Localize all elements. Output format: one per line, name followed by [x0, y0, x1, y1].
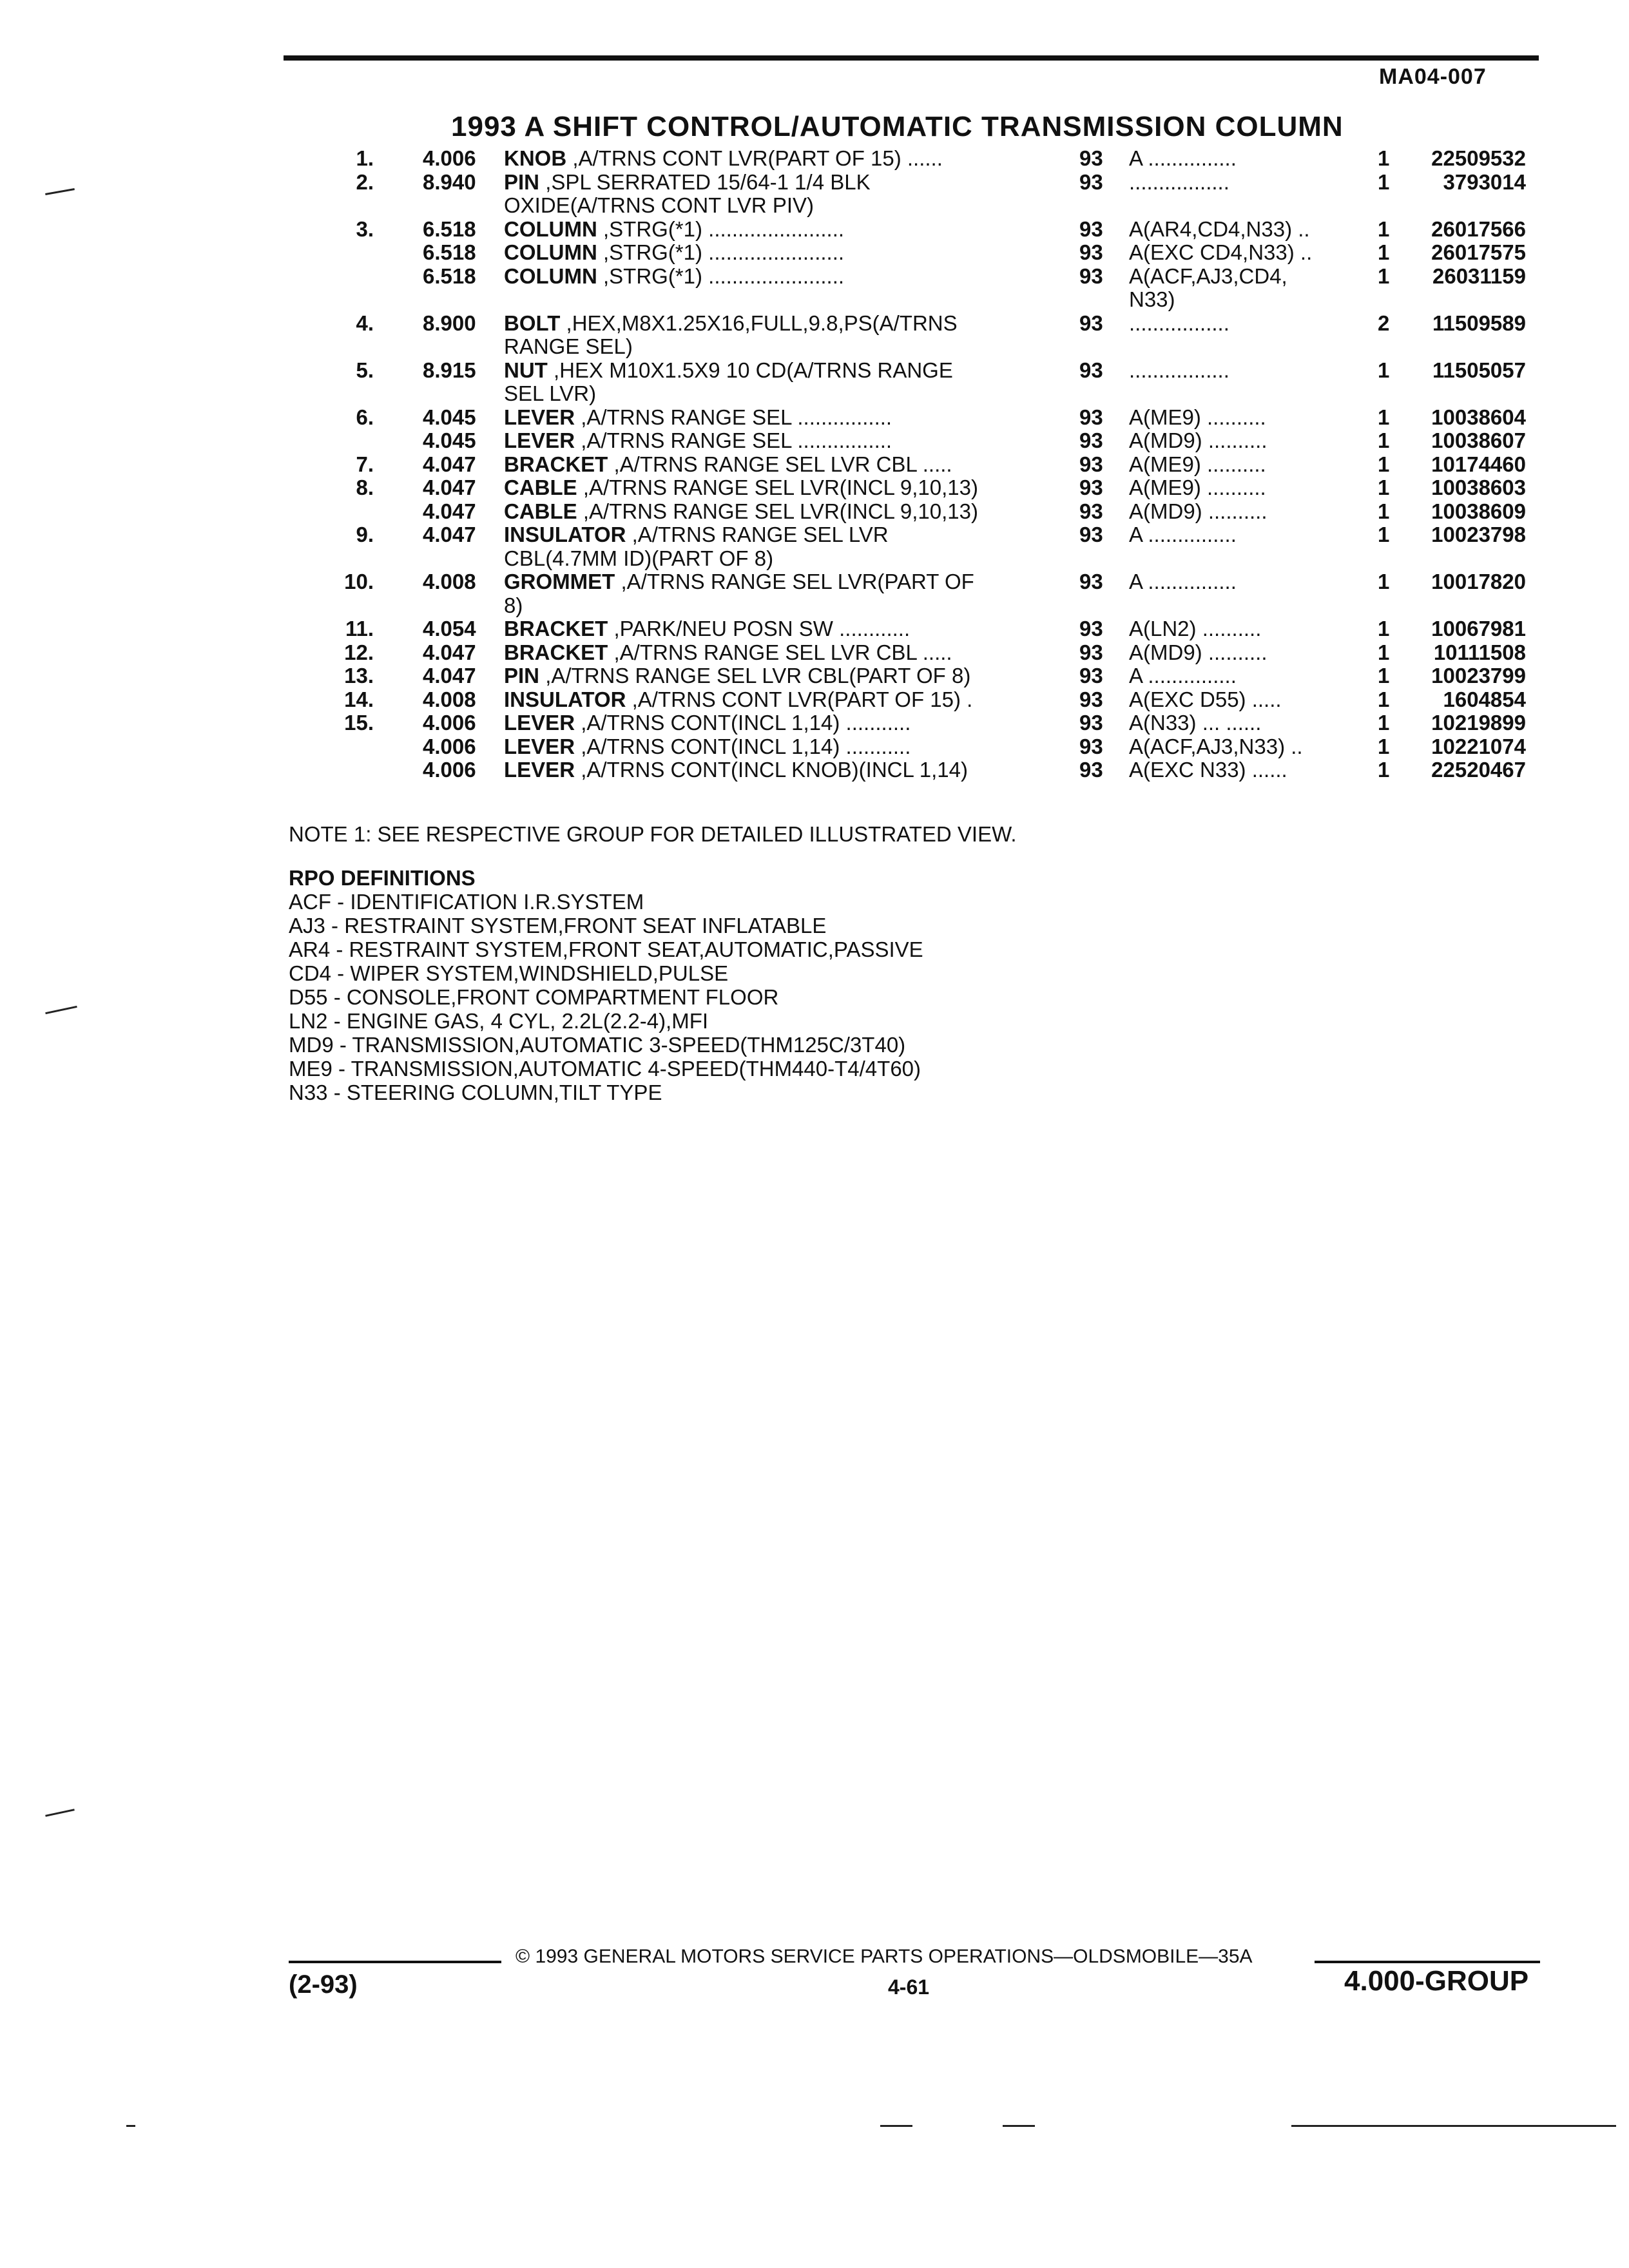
part-number: 22509532 [1431, 146, 1526, 170]
item-number: 10. [344, 570, 374, 593]
option-code: A(EXC D55) ..... [1129, 687, 1282, 711]
parts-row [0, 594, 1629, 618]
group-number: 4.045 [423, 405, 476, 429]
model-year: 93 [1079, 311, 1103, 335]
quantity: 1 [1378, 428, 1390, 452]
part-description [504, 382, 1019, 405]
part-number: 1604854 [1443, 687, 1526, 711]
part-description [504, 359, 1019, 382]
group-number: 4.047 [423, 476, 476, 499]
parts-row [0, 641, 1629, 665]
part-detail: 8) [504, 593, 523, 617]
model-year: 93 [1079, 264, 1103, 288]
rpo-definition: CD4 - WIPER SYSTEM,WINDSHIELD,PULSE [289, 961, 729, 985]
part-detail: ,A/TRNS RANGE SEL LVR [631, 523, 889, 546]
item-number: 14. [344, 687, 374, 711]
part-description [504, 476, 1019, 499]
option-code: A(MD9) .......... [1129, 640, 1268, 664]
part-description [504, 218, 1019, 241]
group-number: 4.008 [423, 687, 476, 711]
part-detail: ,STRG(*1) ....................... [602, 241, 845, 264]
group-number: 4.006 [423, 711, 476, 735]
part-number: 10023798 [1431, 523, 1526, 546]
item-number: 15. [344, 711, 374, 735]
scan-mark [1003, 2125, 1035, 2127]
scan-mark [1291, 2125, 1616, 2127]
part-detail: ,STRG(*1) ....................... [602, 264, 845, 288]
option-code: N33) [1129, 288, 1175, 311]
part-name: LEVER [504, 758, 575, 782]
parts-row [0, 265, 1629, 289]
option-code: A ............... [1129, 664, 1237, 687]
part-description [504, 594, 1019, 617]
scan-mark [45, 1809, 75, 1816]
group-number: 8.900 [423, 311, 476, 335]
parts-row [0, 523, 1629, 547]
group-number: 4.054 [423, 617, 476, 640]
group-number: 6.518 [423, 216, 476, 241]
part-name: COLUMN [504, 217, 597, 241]
group-number: 4.045 [423, 428, 476, 452]
quantity: 1 [1378, 687, 1390, 711]
parts-row [0, 218, 1629, 242]
rpo-definition: ACF - IDENTIFICATION I.R.SYSTEM [289, 890, 644, 914]
part-number: 10219899 [1431, 711, 1526, 735]
rpo-definition: AR4 - RESTRAINT SYSTEM,FRONT SEAT,AUTOMATIC,PASSIVE [289, 937, 923, 961]
part-number: 10221074 [1431, 734, 1526, 758]
quantity: 1 [1378, 523, 1390, 546]
group-number: 8.915 [423, 358, 476, 382]
part-number: 10038609 [1431, 499, 1526, 523]
part-description [504, 265, 1019, 288]
part-detail: ,A/TRNS CONT LVR(PART OF 15) ...... [572, 147, 943, 170]
item-number: 3. [356, 216, 374, 241]
part-number: 10038603 [1431, 476, 1526, 499]
model-year: 93 [1079, 523, 1103, 546]
part-name: BRACKET [504, 640, 608, 664]
item-number: 5. [356, 358, 374, 382]
part-detail: CBL(4.7MM ID)(PART OF 8) [504, 546, 774, 570]
part-number: 26031159 [1432, 264, 1526, 288]
parts-row [0, 735, 1629, 759]
part-detail: ,HEX,M8X1.25X16,FULL,9.8,PS(A/TRNS [566, 311, 958, 335]
parts-row [0, 288, 1629, 312]
part-detail: ,A/TRNS RANGE SEL LVR CBL(PART OF 8) [545, 664, 971, 687]
quantity: 1 [1378, 146, 1390, 170]
part-description [504, 758, 1019, 782]
model-year: 93 [1079, 452, 1103, 476]
parts-row [0, 476, 1629, 500]
part-description [504, 429, 1019, 452]
part-detail: ,A/TRNS RANGE SEL LVR(INCL 9,10,13) [583, 476, 978, 499]
quantity: 2 [1378, 311, 1390, 335]
part-description [504, 335, 1019, 358]
parts-row [0, 382, 1629, 406]
part-number: 3793014 [1443, 169, 1526, 194]
part-description [504, 406, 1019, 429]
part-number: 10023799 [1431, 664, 1526, 687]
model-year: 93 [1079, 358, 1103, 382]
part-description [504, 241, 1019, 264]
group-number: 4.047 [423, 640, 476, 664]
part-detail: ,PARK/NEU POSN SW ............ [613, 617, 911, 640]
group-number: 4.047 [423, 664, 476, 687]
quantity: 1 [1378, 264, 1390, 288]
part-name: LEVER [504, 711, 575, 735]
model-year: 93 [1079, 240, 1103, 264]
quantity: 1 [1378, 711, 1390, 735]
part-name: LEVER [504, 429, 575, 452]
item-number: 13. [344, 664, 374, 687]
part-number: 26017575 [1431, 240, 1526, 264]
quantity: 1 [1378, 452, 1390, 476]
group-number: 8.940 [423, 169, 476, 194]
page-title: 1993 A SHIFT CONTROL/AUTOMATIC TRANSMISSION COLUMN [451, 111, 1344, 142]
quantity: 1 [1378, 358, 1390, 382]
option-code: A(AR4,CD4,N33) .. [1129, 217, 1310, 241]
part-description [504, 570, 1019, 593]
quantity: 1 [1378, 570, 1390, 593]
part-number: 10174460 [1431, 452, 1526, 476]
model-year: 93 [1079, 711, 1103, 735]
model-year: 93 [1079, 734, 1103, 758]
item-number: 4. [356, 311, 374, 335]
option-code: A(ACF,AJ3,N33) .. [1129, 735, 1303, 758]
part-description [504, 641, 1019, 664]
parts-row [0, 617, 1629, 641]
footer-rule-left [289, 1961, 501, 1963]
group-number: 6.518 [423, 264, 476, 288]
part-name: PIN [504, 170, 540, 194]
parts-row [0, 758, 1629, 782]
part-name: PIN [504, 664, 540, 687]
part-name: LEVER [504, 735, 575, 758]
quantity: 1 [1378, 664, 1390, 687]
parts-row [0, 453, 1629, 477]
group-number: 4.006 [423, 734, 476, 758]
part-detail: ,A/TRNS RANGE SEL ................ [581, 429, 892, 452]
parts-row [0, 429, 1629, 453]
quantity: 1 [1378, 476, 1390, 499]
quantity: 1 [1378, 405, 1390, 429]
part-description [504, 453, 1019, 476]
model-year: 93 [1079, 476, 1103, 499]
part-number: 26017566 [1431, 216, 1526, 241]
parts-row [0, 359, 1629, 383]
part-name: COLUMN [504, 264, 597, 288]
part-description [504, 500, 1019, 523]
part-name: BOLT [504, 311, 561, 335]
item-number: 11. [345, 617, 374, 640]
part-detail: ,STRG(*1) ....................... [602, 217, 845, 241]
document-id: MA04-007 [1379, 64, 1487, 89]
item-number: 9. [356, 523, 374, 546]
rpo-heading: RPO DEFINITIONS [289, 866, 476, 890]
model-year: 93 [1079, 169, 1103, 194]
part-detail: ,A/TRNS RANGE SEL ................ [581, 405, 892, 429]
quantity: 1 [1378, 499, 1390, 523]
rpo-definition: AJ3 - RESTRAINT SYSTEM,FRONT SEAT INFLATABLE [289, 914, 827, 937]
option-code: ................. [1129, 170, 1229, 194]
option-code: A ............... [1129, 570, 1237, 593]
item-number: 2. [356, 169, 374, 194]
part-detail: SEL LVR) [504, 382, 597, 405]
part-name: BRACKET [504, 452, 608, 476]
option-code: A ............... [1129, 147, 1237, 170]
model-year: 93 [1079, 405, 1103, 429]
option-code: A(LN2) .......... [1129, 617, 1262, 640]
rpo-definition: D55 - CONSOLE,FRONT COMPARTMENT FLOOR [289, 985, 779, 1009]
scan-mark [880, 2125, 912, 2127]
quantity: 1 [1378, 758, 1390, 782]
part-description [504, 312, 1019, 335]
group-label: 4.000-GROUP [1344, 1965, 1529, 1997]
parts-row [0, 335, 1629, 359]
option-code: A(EXC CD4,N33) .. [1129, 241, 1313, 264]
part-detail: ,A/TRNS CONT LVR(PART OF 15) . [631, 687, 973, 711]
option-code: A ............... [1129, 523, 1237, 546]
part-name: NUT [504, 358, 548, 382]
group-number: 4.047 [423, 523, 476, 546]
part-description [504, 664, 1019, 687]
model-year: 93 [1079, 758, 1103, 782]
option-code: A(ME9) .......... [1129, 405, 1266, 429]
group-number: 4.047 [423, 499, 476, 523]
part-description [504, 547, 1019, 570]
quantity: 1 [1378, 240, 1390, 264]
model-year: 93 [1079, 617, 1103, 640]
option-code: A(MD9) .......... [1129, 429, 1268, 452]
part-number: 22520467 [1431, 758, 1526, 782]
part-name: LEVER [504, 405, 575, 429]
model-year: 93 [1079, 640, 1103, 664]
copyright: © 1993 GENERAL MOTORS SERVICE PARTS OPERATIONS—OLDSMOBILE—35A [516, 1946, 1253, 1967]
part-description [504, 194, 1019, 217]
quantity: 1 [1378, 169, 1390, 194]
part-description [504, 711, 1019, 735]
part-detail: ,HEX M10X1.5X9 10 CD(A/TRNS RANGE [554, 358, 953, 382]
quantity: 1 [1378, 734, 1390, 758]
parts-row [0, 711, 1629, 735]
option-code: A(MD9) .......... [1129, 499, 1268, 523]
parts-row [0, 688, 1629, 712]
scan-mark [45, 1006, 77, 1014]
part-name: CABLE [504, 499, 577, 523]
part-detail: ,A/TRNS CONT(INCL 1,14) ........... [581, 735, 911, 758]
part-name: INSULATOR [504, 687, 626, 711]
page-number: 4-61 [888, 1975, 930, 1999]
model-year: 93 [1079, 570, 1103, 593]
group-number: 6.518 [423, 240, 476, 264]
part-name: GROMMET [504, 570, 615, 593]
item-number: 7. [356, 452, 374, 476]
item-number: 1. [356, 146, 374, 170]
part-description [504, 171, 1019, 194]
part-detail: OXIDE(A/TRNS CONT LVR PIV) [504, 194, 815, 217]
parts-row [0, 406, 1629, 430]
rpo-definition: N33 - STEERING COLUMN,TILT TYPE [289, 1081, 662, 1104]
rpo-definition: ME9 - TRANSMISSION,AUTOMATIC 4-SPEED(THM440-T4/4T60) [289, 1057, 921, 1081]
parts-row [0, 147, 1629, 171]
item-number: 8. [356, 476, 374, 499]
parts-row [0, 241, 1629, 265]
part-detail: ,SPL SERRATED 15/64-1 1/4 BLK [545, 170, 871, 194]
part-description [504, 523, 1019, 546]
part-detail: ,A/TRNS CONT(INCL KNOB)(INCL 1,14) [581, 758, 969, 782]
top-rule [284, 55, 1539, 61]
option-code: ................. [1129, 358, 1229, 382]
model-year: 93 [1079, 687, 1103, 711]
parts-row [0, 547, 1629, 571]
parts-list [0, 147, 1629, 782]
part-name: COLUMN [504, 241, 597, 264]
model-year: 93 [1079, 428, 1103, 452]
option-code: A(N33) ... ...... [1129, 711, 1262, 735]
part-description [504, 735, 1019, 758]
option-code: A(ACF,AJ3,CD4, [1129, 264, 1287, 288]
model-year: 93 [1079, 499, 1103, 523]
part-detail: ,A/TRNS RANGE SEL LVR(INCL 9,10,13) [583, 499, 978, 523]
option-code: A(ME9) .......... [1129, 452, 1266, 476]
model-year: 93 [1079, 216, 1103, 241]
part-number: 10038607 [1431, 428, 1526, 452]
part-number: 11505057 [1432, 358, 1526, 382]
part-detail: ,A/TRNS CONT(INCL 1,14) ........... [581, 711, 911, 735]
part-description [504, 617, 1019, 640]
group-number: 4.006 [423, 758, 476, 782]
part-number: 10111508 [1433, 640, 1526, 664]
footer-rule-right [1315, 1961, 1540, 1963]
parts-row [0, 500, 1629, 524]
note: NOTE 1: SEE RESPECTIVE GROUP FOR DETAILED ILLUSTRATED VIEW. [289, 822, 1017, 846]
part-detail: ,A/TRNS RANGE SEL LVR(PART OF [621, 570, 974, 593]
option-code: A(ME9) .......... [1129, 476, 1266, 499]
group-number: 4.047 [423, 452, 476, 476]
part-detail: ,A/TRNS RANGE SEL LVR CBL ..... [613, 452, 952, 476]
quantity: 1 [1378, 617, 1390, 640]
part-name: CABLE [504, 476, 577, 499]
part-number: 11509589 [1432, 311, 1526, 335]
part-description [504, 688, 1019, 711]
quantity: 1 [1378, 640, 1390, 664]
scan-mark [126, 2125, 135, 2127]
rpo-definition: LN2 - ENGINE GAS, 4 CYL, 2.2L(2.2-4),MFI [289, 1009, 709, 1033]
parts-row [0, 570, 1629, 594]
quantity: 1 [1378, 216, 1390, 241]
rpo-definitions [289, 866, 923, 1104]
part-detail: RANGE SEL) [504, 335, 633, 358]
rpo-lines [289, 890, 923, 1104]
option-code: ................. [1129, 311, 1229, 335]
model-year: 93 [1079, 146, 1103, 170]
item-number: 12. [344, 640, 374, 664]
item-number: 6. [356, 405, 374, 429]
group-number: 4.008 [423, 570, 476, 593]
option-code: A(EXC N33) ...... [1129, 758, 1287, 782]
parts-row [0, 171, 1629, 195]
model-year: 93 [1079, 664, 1103, 687]
parts-row [0, 664, 1629, 688]
parts-row [0, 194, 1629, 218]
part-name: KNOB [504, 147, 567, 170]
part-name: INSULATOR [504, 523, 626, 546]
part-number: 10067981 [1431, 617, 1526, 640]
part-number: 10038604 [1431, 405, 1526, 429]
part-name: BRACKET [504, 617, 608, 640]
part-detail: ,A/TRNS RANGE SEL LVR CBL ..... [613, 640, 952, 664]
group-number: 4.006 [423, 146, 476, 170]
parts-row [0, 312, 1629, 336]
rpo-definition: MD9 - TRANSMISSION,AUTOMATIC 3-SPEED(THM125C/3T40) [289, 1033, 906, 1057]
revision-date: (2-93) [289, 1970, 358, 1999]
part-description [504, 147, 1019, 170]
part-number: 10017820 [1431, 570, 1526, 593]
